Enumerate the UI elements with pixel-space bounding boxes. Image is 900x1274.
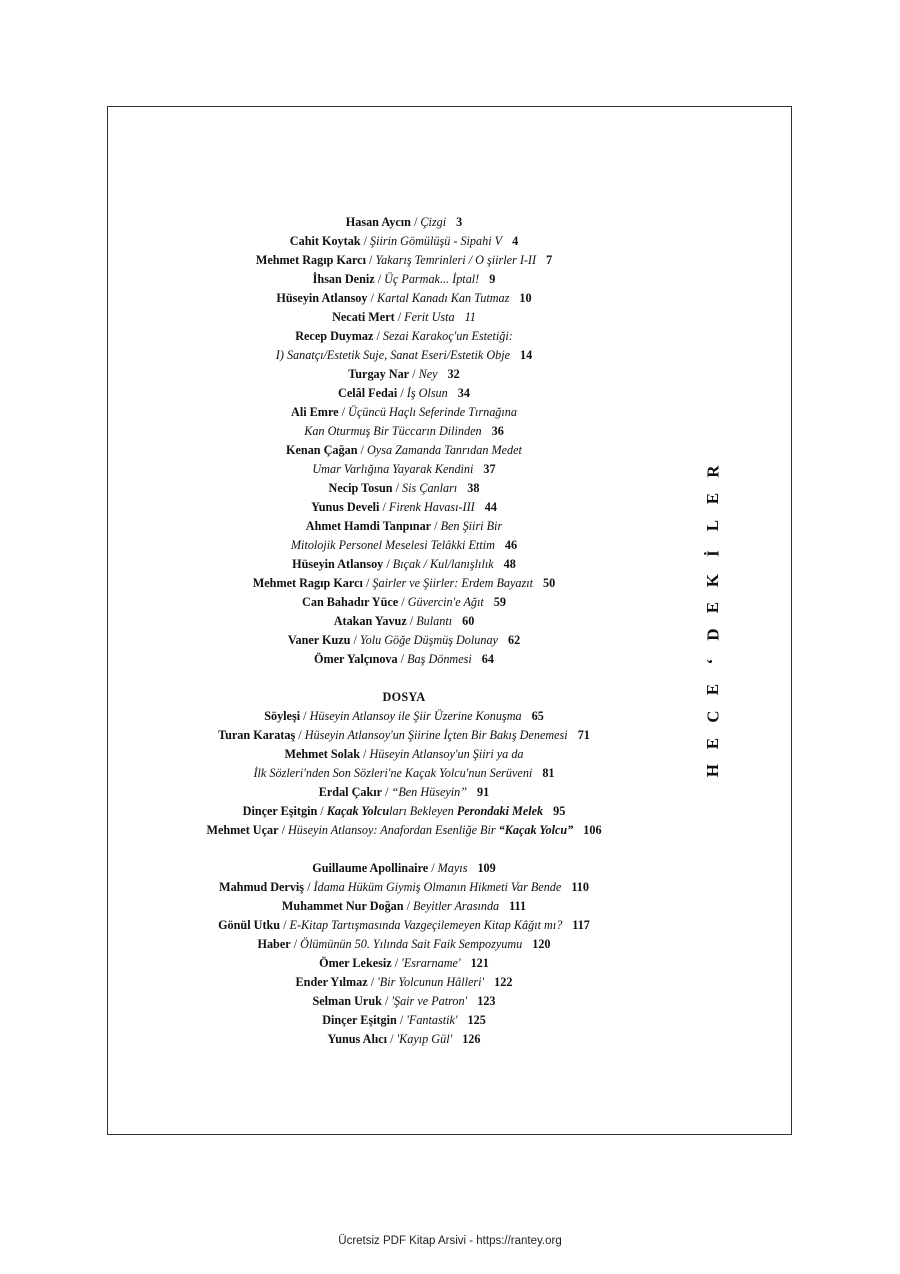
toc-entry[interactable]: Mehmet Ragıp Karcı / Şairler ve Şiirler: Erdem Bayazıt 50 (252, 576, 556, 590)
entry-page: 37 (483, 462, 496, 476)
entry-title: ları Bekleyen (389, 804, 457, 818)
vertical-title-letter: E (703, 493, 723, 505)
entry-title: Bulantı (416, 614, 453, 628)
toc-entry[interactable]: Ömer Yalçınova / Baş Dönmesi 64 (314, 652, 494, 666)
toc-entry[interactable]: Ömer Lekesiz / 'Esrarname' 121 (319, 956, 489, 970)
vertical-title-letter: H (703, 764, 723, 778)
entry-page: 48 (503, 557, 516, 571)
entry-title: Yakarış Temrinleri / O şiirler I-II (375, 253, 537, 267)
toc-entry[interactable]: Cahit Koytak / Şiirin Gömülüşü - Sipahi V 4 (289, 234, 519, 248)
toc-entry[interactable]: Mehmet Ragıp Karcı / Yakarış Temrinleri / O şiirler I-II 7 (255, 253, 553, 267)
entry-page: 111 (509, 899, 527, 913)
entry-title: Ney (418, 367, 438, 381)
toc-entry-continuation[interactable] (110, 346, 698, 365)
entry-title-line2: İlk Sözleri'nden Son Sözleri'ne Kaçak Yolcu'nun Serüveni (253, 766, 533, 780)
vertical-title-letter: E (703, 737, 723, 750)
toc-entry-continuation[interactable] (110, 460, 698, 479)
entry-page: 4 (512, 234, 519, 248)
entry-author: Turan Karataş (218, 728, 296, 742)
entry-author: Dinçer Eşitgin (322, 1013, 397, 1027)
vertical-title-letter: İ (703, 549, 723, 557)
toc-entry[interactable]: Yunus Alıcı / 'Kayıp Gül' 126 (327, 1032, 481, 1046)
section-gap (110, 669, 698, 688)
entry-author: Mehmet Ragıp Karcı (252, 576, 363, 590)
entry-title: Firenk Havası-III (388, 500, 475, 514)
entry-title: 'Bir Yolcunun Hâlleri' (377, 975, 485, 989)
entry-author: Ali Emre (291, 405, 339, 419)
toc-entry[interactable]: Atakan Yavuz / Bulantı 60 (333, 614, 475, 628)
entry-author: Ömer Yalçınova (314, 652, 398, 666)
entry-title: E-Kitap Tartışmasında Vazgeçilemeyen Kitap Kâğıt mı? (289, 918, 563, 932)
entry-author: Necip Tosun (328, 481, 393, 495)
vertical-title-letter: ‘ (703, 659, 723, 665)
entry-page: 32 (447, 367, 460, 381)
entry-title-bold: Kaçak Yolcu (326, 804, 390, 818)
entry-title-line2: Kan Oturmuş Bir Tüccarın Dilinden (304, 424, 482, 438)
entry-page: 71 (577, 728, 590, 742)
entry-title: Hüseyin Atlansoy ile Şiir Üzerine Konuşma (309, 709, 522, 723)
toc-entry[interactable]: Guillaume Apollinaire / Mayıs 109 (312, 861, 496, 875)
entry-page: 7 (546, 253, 553, 267)
entry-page: 121 (470, 956, 489, 970)
toc-entry[interactable]: Turgay Nar / Ney 32 (348, 367, 460, 381)
entry-page: 65 (531, 709, 544, 723)
entry-page: 109 (477, 861, 496, 875)
entry-author: Ender Yılmaz (295, 975, 368, 989)
entry-author: Hüseyin Atlansoy (276, 291, 368, 305)
entry-title: Mayıs (437, 861, 468, 875)
entry-page: 126 (462, 1032, 481, 1046)
entry-title: 'Kayıp Gül' (396, 1032, 453, 1046)
entry-author: Muhammet Nur Doğan (281, 899, 404, 913)
entry-title: 'Esrarname' (401, 956, 461, 970)
entry-author: Hüseyin Atlansoy (292, 557, 384, 571)
entry-title: Hüseyin Atlansoy: Anafordan Esenliğe Bir (288, 823, 499, 837)
entry-author: Haber (257, 937, 291, 951)
entry-author: Necati Mert (332, 310, 395, 324)
entry-title: Bıçak / Kul/lanışlılık (392, 557, 494, 571)
toc-entry[interactable]: Söyleşi / Hüseyin Atlansoy ile Şiir Üzerine Konuşma 65 (264, 709, 544, 723)
entry-author: Gönül Utku (218, 918, 281, 932)
entry-title-bold: Perondaki Melek (456, 804, 544, 818)
entry-page: 50 (543, 576, 556, 590)
entry-title: Ölümünün 50. Yılında Sait Faik Sempozyumu (300, 937, 523, 951)
entry-author: Ömer Lekesiz (319, 956, 392, 970)
entry-author: Hasan Aycın (345, 215, 411, 229)
vertical-title-letter: E (703, 683, 723, 695)
entry-author: Söyleşi (264, 709, 301, 723)
entry-author: Dinçer Eşitgin (242, 804, 318, 818)
toc-entry[interactable]: Gönül Utku / E-Kitap Tartışmasında Vazgeçilemeyen Kitap Kâğıt mı? 117 (218, 918, 590, 932)
entry-page: 44 (484, 500, 497, 514)
entry-page: 9 (489, 272, 496, 286)
entry-author: Selman Uruk (312, 994, 382, 1008)
entry-title: Üçüncü Haçlı Seferinde Tırnağına (348, 405, 517, 419)
entry-title-bold: “Kaçak Yolcu” (498, 823, 574, 837)
table-of-contents (110, 213, 698, 1049)
entry-author: Mehmet Ragıp Karcı (255, 253, 366, 267)
dosya-heading: DOSYA (382, 690, 426, 704)
entry-page: 59 (493, 595, 506, 609)
entry-author: Atakan Yavuz (333, 614, 407, 628)
entry-title: 'Şair ve Patron' (391, 994, 468, 1008)
entry-author: Mehmet Solak (284, 747, 360, 761)
entry-author: Yunus Alıcı (327, 1032, 388, 1046)
toc-entry-continuation[interactable] (110, 536, 698, 555)
entry-title: Oysa Zamanda Tanrıdan Medet (366, 443, 522, 457)
toc-entry[interactable]: Dinçer Eşitgin / 'Fantastik' 125 (322, 1013, 486, 1027)
toc-entry[interactable]: Necip Tosun / Sis Çanları 38 (328, 481, 480, 495)
entry-page: 81 (542, 766, 555, 780)
toc-entry[interactable]: Hüseyin Atlansoy / Bıçak / Kul/lanışlılık 48 (292, 557, 516, 571)
footer-source-text: Ücretsiz PDF Kitap Arsivi - https://rantey.org (338, 1235, 562, 1247)
vertical-title-letter: L (703, 520, 723, 532)
entry-page: 110 (571, 880, 589, 894)
entry-author: İhsan Deniz (312, 272, 375, 286)
toc-entry[interactable]: Hasan Aycın / Çizgi 3 (345, 215, 463, 229)
entry-page: 106 (583, 823, 602, 837)
entry-author: Kenan Çağan (286, 443, 358, 457)
entry-author: Turgay Nar (348, 367, 410, 381)
toc-entry[interactable]: Selman Uruk / 'Şair ve Patron' 123 (312, 994, 496, 1008)
entry-author: Mahmud Derviş (219, 880, 305, 894)
entry-page: 120 (532, 937, 551, 951)
toc-entry[interactable]: Yunus Develi / Firenk Havası-III 44 (311, 500, 497, 514)
toc-entry[interactable]: Turan Karataş / Hüseyin Atlansoy'un Şiirine İçten Bir Bakış Denemesi 71 (218, 728, 590, 742)
toc-entry[interactable]: Haber / Ölümünün 50. Yılında Sait Faik Sempozyumu 120 (257, 937, 551, 951)
entry-author: Erdal Çakır (318, 785, 383, 799)
entry-title: Kartal Kanadı Kan Tutmaz (376, 291, 510, 305)
entry-title: Çizgi (420, 215, 447, 229)
entry-title: Sezai Karakoç'un Estetiği: (382, 329, 513, 343)
toc-entry[interactable]: Dinçer Eşitgin / Kaçak Yolcuları Bekleyen Perondaki Melek 95 (242, 804, 566, 818)
toc-entry[interactable]: Can Bahadır Yüce / Güvercin'e Ağıt 59 (302, 595, 506, 609)
entry-page: 11 (464, 310, 476, 324)
toc-entry[interactable]: Mehmet Solak / Hüseyin Atlansoy'un Şiiri ya da (284, 747, 524, 761)
toc-entry[interactable]: Erdal Çakır / “Ben Hüseyin” 91 (318, 785, 490, 799)
entry-page: 91 (477, 785, 490, 799)
toc-entry[interactable]: Muhammet Nur Doğan / Beyitler Arasında 111 (281, 899, 527, 913)
entry-title-line2: Mitolojik Personel Meselesi Telâkki Ettim (290, 538, 495, 552)
entry-author: Can Bahadır Yüce (302, 595, 399, 609)
entry-author: Vaner Kuzu (287, 633, 351, 647)
entry-author: Guillaume Apollinaire (312, 861, 429, 875)
entry-page: 123 (477, 994, 496, 1008)
entry-title: İdama Hüküm Giymiş Olmanın Hikmeti Var Bende (313, 880, 562, 894)
toc-entry[interactable]: Vaner Kuzu / Yolu Göğe Düşmüş Dolunay 62 (287, 633, 521, 647)
entry-title: Beyitler Arasında (413, 899, 500, 913)
toc-entry[interactable]: Hüseyin Atlansoy / Kartal Kanadı Kan Tutmaz 10 (276, 291, 532, 305)
entry-page: 34 (457, 386, 470, 400)
entry-page: 62 (507, 633, 521, 647)
entry-title: “Ben Hüseyin” (391, 785, 468, 799)
toc-entry[interactable]: İhsan Deniz / Üç Parmak... İptal! 9 (312, 272, 496, 286)
section-gap (110, 840, 698, 859)
toc-entry[interactable]: Necati Mert / Ferit Usta 11 (332, 310, 476, 324)
entry-page: 125 (467, 1013, 486, 1027)
entry-title: Şiirin Gömülüşü - Sipahi V (370, 234, 503, 248)
entry-author: Celâl Fedai (338, 386, 398, 400)
entry-title-line2: I) Sanatçı/Estetik Suje, Sanat Eseri/Estetik Obje (275, 348, 511, 362)
entry-page: 10 (519, 291, 532, 305)
entry-title: Ben Şiiri Bir (440, 519, 503, 533)
entry-page: 60 (462, 614, 475, 628)
toc-entry[interactable]: Celâl Fedai / İş Olsun 34 (338, 386, 470, 400)
vertical-title-letter: R (703, 465, 723, 478)
entry-title: Hüseyin Atlansoy'un Şiiri ya da (369, 747, 524, 761)
entry-page: 36 (491, 424, 504, 438)
entry-page: 3 (456, 215, 463, 229)
entry-title: Sis Çanları (402, 481, 458, 495)
toc-entry-continuation[interactable] (110, 764, 698, 783)
entry-page: 14 (520, 348, 533, 362)
vertical-title-letter: D (703, 628, 723, 641)
entry-title: İş Olsun (406, 386, 448, 400)
entry-page: 122 (494, 975, 513, 989)
entry-author: Cahit Koytak (289, 234, 361, 248)
entry-page: 38 (467, 481, 480, 495)
entry-title: Baş Dönmesi (407, 652, 472, 666)
entry-page: 46 (504, 538, 518, 552)
entry-author: Recep Duymaz (295, 329, 374, 343)
vertical-title-letter: K (703, 573, 723, 587)
entry-title: Yolu Göğe Düşmüş Dolunay (359, 633, 498, 647)
toc-entry[interactable]: Recep Duymaz / Sezai Karakoç'un Estetiği: (295, 329, 513, 343)
entry-title: Ferit Usta (404, 310, 455, 324)
entry-title: 'Fantastik' (406, 1013, 458, 1027)
toc-entry[interactable]: Kenan Çağan / Oysa Zamanda Tanrıdan Medet (286, 443, 522, 457)
toc-entry-continuation[interactable] (110, 422, 698, 441)
entry-title: Üç Parmak... İptal! (384, 272, 480, 286)
entry-title: Güvercin'e Ağıt (407, 595, 484, 609)
vertical-title-letter: E (703, 601, 723, 614)
toc-entry[interactable]: Ender Yılmaz / 'Bir Yolcunun Hâlleri' 122 (295, 975, 513, 989)
toc-entry[interactable]: Mahmud Derviş / İdama Hüküm Giymiş Olmanın Hikmeti Var Bende 110 (219, 880, 589, 894)
entry-title: Hüseyin Atlansoy'un Şiirine İçten Bir Bakış Denemesi (304, 728, 568, 742)
entry-author: Yunus Develi (311, 500, 380, 514)
entry-page: 95 (553, 804, 566, 818)
entry-page: 117 (572, 918, 590, 932)
entry-title: Şairler ve Şiirler: Erdem Bayazıt (372, 576, 534, 590)
vertical-section-title (700, 458, 726, 784)
entry-author: Mehmet Uçar (206, 823, 279, 837)
entry-author: Ahmet Hamdi Tanpınar (305, 519, 432, 533)
toc-entry[interactable]: Ahmet Hamdi Tanpınar / Ben Şiiri Bir (305, 519, 503, 533)
toc-entry[interactable]: Mehmet Uçar / Hüseyin Atlansoy: Anafordan Esenliğe Bir “Kaçak Yolcu” 106 (206, 823, 602, 837)
entry-page: 64 (481, 652, 494, 666)
toc-entry[interactable]: Ali Emre / Üçüncü Haçlı Seferinde Tırnağına (291, 405, 517, 419)
vertical-title-letter: C (703, 710, 723, 723)
entry-title-line2: Umar Varlığına Yayarak Kendini (312, 462, 474, 476)
